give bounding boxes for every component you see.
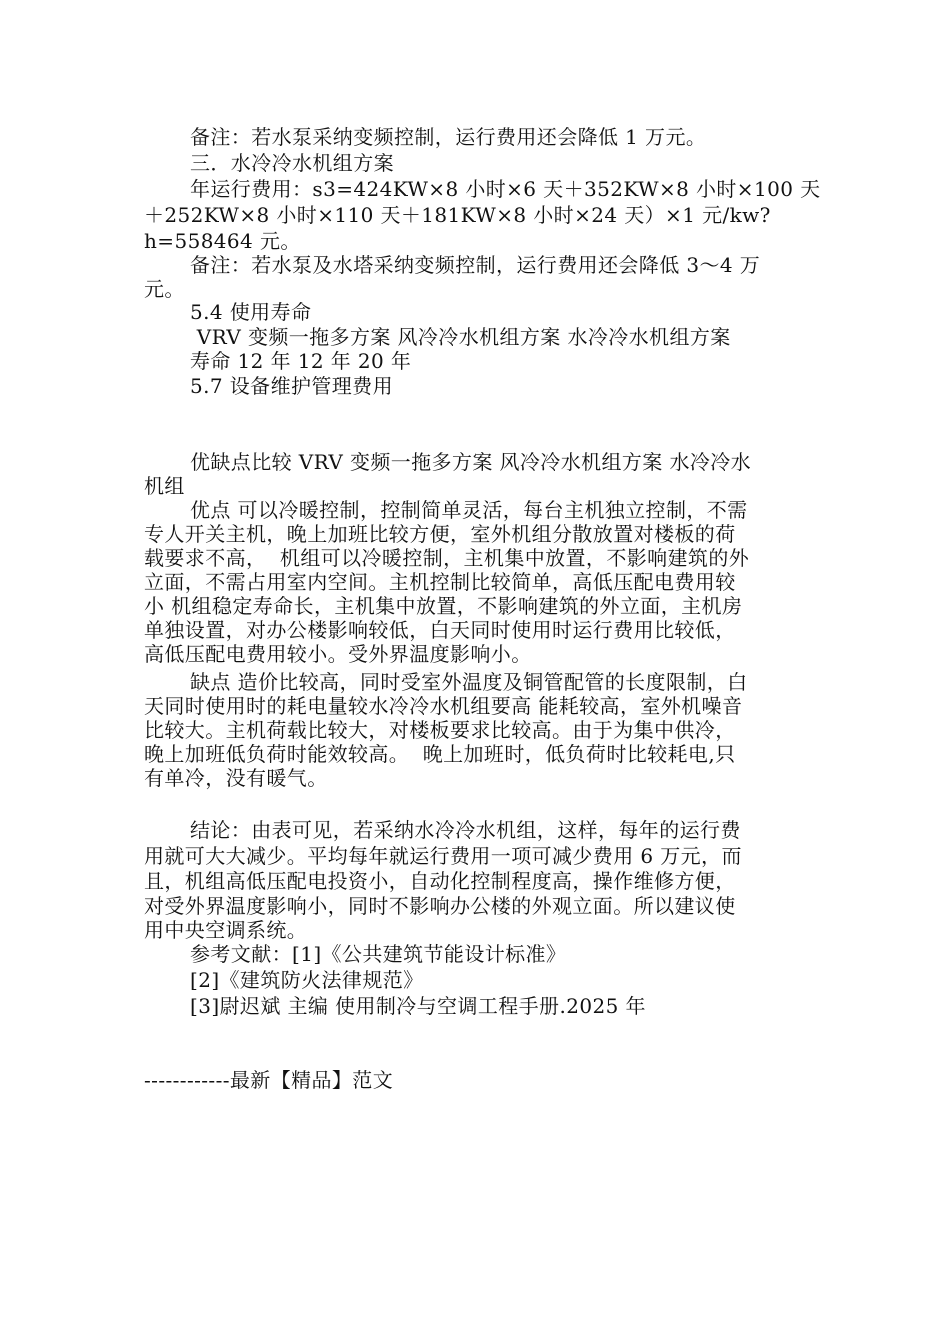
section-heading-water-cooled: 三．水冷冷水机组方案: [190, 151, 394, 175]
advantages-line-1: 优点 可以冷暖控制，控制简单灵活，每台主机独立控制，不需: [190, 498, 748, 522]
annual-cost-line-3: h=558464 元。: [144, 229, 301, 253]
conclusion-line-2: 用就可大大减少。平均每年就运行费用一项可减少费用 6 万元，而: [144, 844, 742, 868]
reference-2: [2]《建筑防火法律规范》: [190, 968, 424, 992]
note-pump-variable-frequency: 备注：若水泵采纳变频控制，运行费用还会降低 1 万元。: [190, 125, 707, 149]
reference-3: [3]尉迟斌 主编 使用制冷与空调工程手册.2025 年: [190, 994, 646, 1018]
section-heading-maintenance: 5.7 设备维护管理费用: [190, 374, 393, 398]
advantages-line-5: 小 机组稳定寿命长，主机集中放置，不影响建筑的外立面，主机房: [144, 594, 743, 618]
note-pump-tower-line-1: 备注：若水泵及水塔采纳变频控制，运行费用还会降低 3～4 万: [190, 253, 761, 277]
reference-1: 参考文献：[1]《公共建筑节能设计标准》: [190, 942, 567, 966]
advantages-line-4: 立面，不需占用室内空间。主机控制比较简单，高低压配电费用较: [144, 570, 736, 594]
annual-cost-line-1: 年运行费用：s3=424KW×8 小时×6 天＋352KW×8 小时×100 天: [190, 177, 821, 201]
disadvantages-line-5: 有单冷，没有暖气。: [144, 766, 328, 790]
service-life-values-row: 寿命 12 年 12 年 20 年: [190, 349, 412, 373]
note-pump-tower-line-2: 元。: [144, 277, 185, 301]
advantages-line-3: 载要求不高， 机组可以冷暖控制，主机集中放置，不影响建筑的外: [144, 546, 750, 570]
disadvantages-line-2: 天同时使用时的耗电量较水冷冷水机组要高 能耗较高，室外机噪音: [144, 694, 743, 718]
conclusion-line-1: 结论：由表可见，若采纳水冷冷水机组，这样，每年的运行费: [190, 818, 741, 842]
disadvantages-line-1: 缺点 造价比较高，同时受室外温度及铜管配管的长度限制，白: [190, 670, 748, 694]
comparison-header-line-1: 优缺点比较 VRV 变频一拖多方案 风冷冷水机组方案 水冷冷水: [190, 450, 752, 474]
footer-tagline: ------------最新【精品】范文: [144, 1068, 394, 1092]
section-heading-service-life: 5.4 使用寿命: [190, 300, 312, 324]
conclusion-line-3: 且，机组高低压配电投资小，自动化控制程度高，操作维修方便，: [144, 869, 736, 893]
comparison-header-line-2: 机组: [144, 474, 185, 498]
conclusion-line-4: 对受外界温度影响小，同时不影响办公楼的外观立面。所以建议使: [144, 894, 736, 918]
conclusion-line-5: 用中央空调系统。: [144, 918, 308, 942]
service-life-header-row: VRV 变频一拖多方案 风冷冷水机组方案 水冷冷水机组方案: [190, 325, 731, 349]
disadvantages-line-3: 比较大。主机荷载比较大，对楼板要求比较高。由于为集中供冷，: [144, 718, 736, 742]
annual-cost-line-2: ＋252KW×8 小时×110 天＋181KW×8 小时×24 天）×1 元/kw?: [144, 203, 771, 227]
advantages-line-2: 专人开关主机，晚上加班比较方便，室外机组分散放置对楼板的荷: [144, 522, 736, 546]
advantages-line-7: 高低压配电费用较小。受外界温度影响小。: [144, 642, 532, 666]
advantages-line-6: 单独设置，对办公楼影响较低，白天同时使用时运行费用比较低，: [144, 618, 736, 642]
disadvantages-line-4: 晚上加班低负荷时能效较高。 晚上加班时，低负荷时比较耗电,只: [144, 742, 736, 766]
